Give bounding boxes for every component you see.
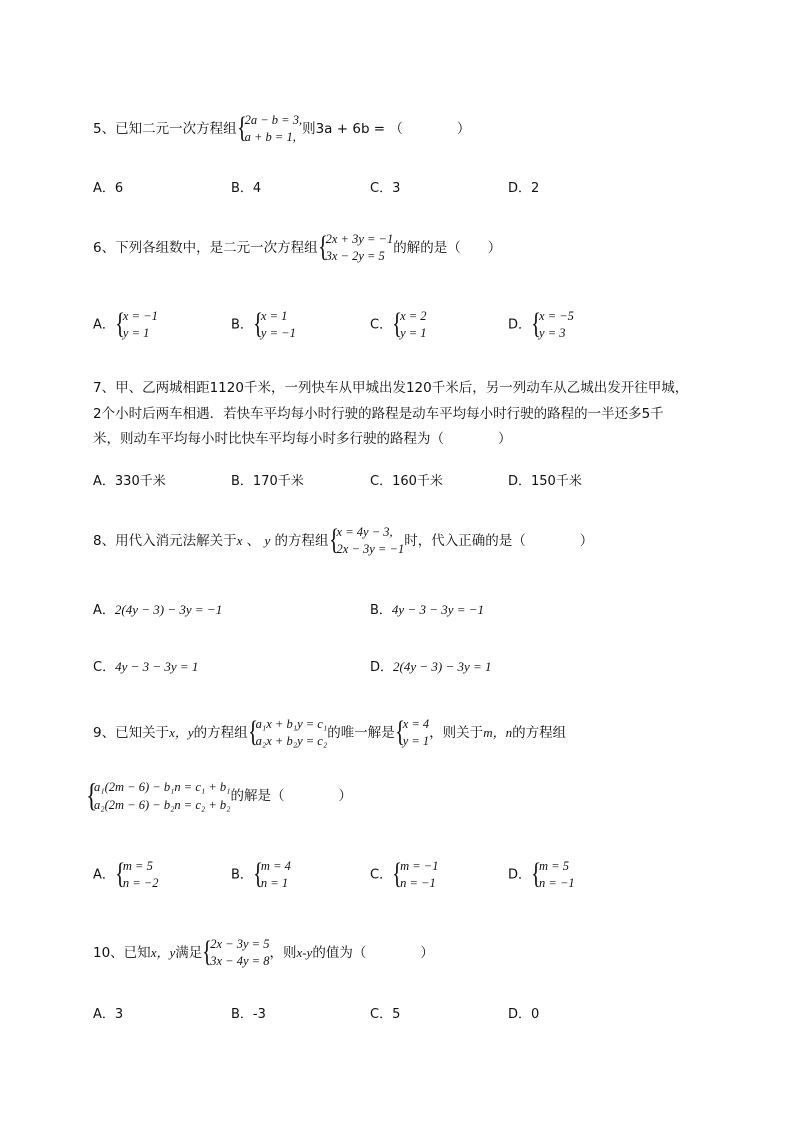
q5-option-d[interactable] — [508, 180, 539, 198]
question-10-stem — [93, 936, 434, 970]
question-9-stem — [93, 716, 566, 750]
q6-option-c[interactable] — [370, 308, 427, 342]
option-system — [115, 858, 159, 892]
q8-stem-mid: 的方程组 — [274, 533, 329, 549]
q8-stem-pre: 8、用代入消元法解关于 — [93, 533, 237, 549]
option-eq-2: y = 1 — [400, 326, 427, 340]
brace-icon: { — [392, 857, 403, 890]
question-6-stem — [93, 231, 501, 265]
question-5-stem — [93, 112, 470, 146]
q9-equation-system — [248, 716, 328, 750]
brace-icon: { — [114, 307, 125, 340]
q8-var-x: x — [236, 533, 243, 548]
option-eq-1: x = 2 — [400, 309, 427, 323]
option-system — [531, 308, 574, 342]
option-label: A． — [93, 317, 115, 333]
q9-eq-1: a₁x + b₁y = c₁ — [255, 717, 328, 731]
option-eq-1: x = −5 — [539, 309, 574, 323]
option-text: 2(4y − 3) − 3y = −1 — [114, 602, 223, 617]
option-eq-2: n = −1 — [539, 876, 575, 890]
option-eq-1: m = 5 — [122, 859, 153, 873]
option-label: B． — [231, 181, 253, 196]
option-system — [115, 308, 158, 342]
brace-icon: { — [317, 230, 328, 263]
brace-icon: { — [531, 307, 542, 340]
option-system — [392, 308, 426, 342]
q10-expr: x-y — [296, 945, 313, 960]
q9-stem-pre: 9、已知关于 — [93, 725, 170, 741]
q8-option-d[interactable] — [370, 658, 492, 677]
q5-option-c[interactable] — [370, 180, 400, 198]
q9-eq-2: a₂x + b₂y = c₂ — [255, 734, 328, 748]
q6-option-d[interactable] — [508, 308, 574, 342]
option-text: 170千米 — [252, 474, 304, 489]
q5-equation-system — [237, 112, 303, 146]
q9-option-a[interactable] — [93, 858, 159, 892]
q10-vars: x，y — [150, 945, 176, 960]
option-system — [392, 858, 438, 892]
q5-eq-2: a + b = 1, — [244, 130, 296, 144]
option-eq-2: y = 3 — [539, 326, 566, 340]
option-eq-2: y = 1 — [122, 326, 150, 340]
brace-icon: { — [202, 935, 213, 968]
option-eq-2: n = −2 — [122, 876, 159, 890]
q6-option-b[interactable] — [231, 308, 296, 342]
q10-eq-2: 3x − 4y = 8 — [210, 954, 270, 968]
brace-icon: { — [328, 523, 339, 556]
q9-sol-2: y = 1 — [402, 734, 430, 748]
option-text: 3 — [392, 181, 401, 196]
option-eq-1: x = −1 — [122, 309, 158, 323]
option-label: A． — [93, 603, 115, 618]
option-label: C． — [370, 317, 393, 333]
brace-icon: { — [236, 111, 247, 144]
option-text: 2(4y − 3) − 3y = 1 — [393, 659, 492, 674]
option-label: C． — [370, 1007, 393, 1022]
q8-sep: 、 — [246, 533, 261, 549]
option-eq-1: m = −1 — [400, 859, 439, 873]
q10-eq-1: 2x − 3y = 5 — [210, 937, 270, 951]
option-system — [531, 858, 575, 892]
q6-stem-pre: 6、下列各组数中，是二元一次方程组 — [93, 240, 318, 256]
q9-vars: x，y — [169, 725, 194, 740]
option-text: 6 — [114, 181, 124, 196]
q6-option-a[interactable] — [93, 308, 158, 342]
option-text: 4y − 3 − 3y = 1 — [115, 659, 199, 674]
option-label: D． — [508, 181, 532, 196]
q9-sol-1: x = 4 — [402, 717, 430, 731]
q9-second-system-line — [86, 778, 352, 814]
q9-stem-mid: 的方程组 — [193, 725, 248, 741]
option-text: 150千米 — [531, 474, 582, 489]
q7-option-b[interactable] — [231, 473, 304, 491]
option-system — [253, 308, 296, 342]
option-eq-2: n = −1 — [400, 876, 436, 890]
option-eq-1: m = 5 — [539, 859, 569, 873]
q7-option-a[interactable] — [93, 473, 166, 491]
q9-sys2-eq-2: a₂(2m − 6) − b₂n = c₂ + b₂ — [94, 798, 231, 812]
q10-stem-pre: 10、已知 — [93, 945, 151, 961]
q6-eq-2: 3x − 2y = 5 — [325, 249, 385, 263]
brace-icon: { — [531, 857, 542, 890]
q10-option-a[interactable] — [93, 1006, 123, 1024]
option-text: 330千米 — [114, 474, 166, 489]
q9-stem-mid2: 的唯一解是 — [327, 725, 395, 741]
brace-icon: { — [86, 778, 98, 814]
q10-option-c[interactable] — [370, 1006, 400, 1024]
option-label: C． — [370, 867, 393, 883]
q8-stem-post: 时，代入正确的是（ ） — [404, 533, 594, 549]
q7-line-3: 米，则动车平均每小时比快车平均每小时多行驶的路程为（ ） — [93, 431, 512, 447]
q9-stem-post2: 的解是（ ） — [230, 788, 353, 804]
q8-eq-2: 2x − 3y = −1 — [336, 542, 405, 556]
q9-option-b[interactable] — [231, 858, 291, 892]
q5-option-b[interactable] — [231, 180, 261, 198]
q8-option-a[interactable] — [93, 601, 222, 620]
q8-option-b[interactable] — [370, 601, 484, 620]
q9-sys2-eq-1: a₁(2m − 6) − b₁n = c₁ + b₁ — [94, 780, 231, 794]
q9-option-c[interactable] — [370, 858, 438, 892]
q7-option-d[interactable] — [508, 473, 582, 491]
option-label: B． — [370, 603, 392, 618]
option-eq-2: n = 1 — [260, 876, 289, 890]
q8-var-y: y — [264, 533, 271, 548]
option-label: D． — [508, 1007, 532, 1022]
q7-line-2: 2个小时后两车相遇．若快车平均每小时行驶的路程是动车平均每小时行驶的路程的一半还多5千 — [93, 406, 664, 422]
q10-option-b[interactable] — [231, 1006, 266, 1024]
q9-vars2: m，n — [483, 725, 513, 740]
option-label: D． — [370, 660, 394, 675]
q6-eq-1: 2x + 3y = −1 — [325, 232, 394, 246]
option-label: D． — [508, 317, 532, 333]
q10-equation-system — [202, 936, 269, 970]
q10-stem-mid2: ，则 — [269, 945, 297, 961]
brace-icon: { — [394, 715, 405, 748]
option-text: 5 — [392, 1007, 401, 1022]
option-label: D． — [508, 474, 532, 489]
q5-eq-1: 2a − b = 3, — [244, 113, 303, 127]
option-eq-2: y = −1 — [260, 326, 296, 340]
brace-icon: { — [252, 307, 264, 340]
brace-icon: { — [392, 307, 403, 340]
option-label: D． — [508, 867, 532, 883]
brace-icon: { — [252, 857, 264, 890]
option-eq-1: m = 4 — [260, 859, 291, 873]
option-label: A． — [93, 474, 115, 489]
option-text: 4y − 3 − 3y = −1 — [391, 602, 485, 617]
option-label: C． — [93, 660, 116, 675]
q8-eq-1: x = 4y − 3, — [336, 525, 393, 539]
option-label: A． — [93, 867, 115, 883]
option-label: A． — [93, 181, 115, 196]
option-system — [253, 858, 291, 892]
option-label: A． — [93, 1007, 115, 1022]
q10-stem-post: 的值为（ ） — [312, 945, 434, 961]
option-text: -3 — [252, 1007, 266, 1022]
option-label: B． — [231, 867, 253, 883]
option-text: 4 — [252, 181, 262, 196]
q5-stem-post: 则3a + 6b = （ ） — [302, 121, 471, 137]
q9-equation-system-2 — [86, 778, 231, 814]
q6-equation-system — [318, 231, 394, 265]
q6-stem-post: 的解的是（ ） — [393, 240, 502, 256]
option-eq-1: x = 1 — [260, 309, 288, 323]
option-label: C． — [370, 181, 393, 196]
q9-stem-post: 的方程组 — [512, 725, 567, 741]
q7-option-c[interactable] — [370, 473, 443, 491]
option-text: 160千米 — [392, 474, 443, 489]
q5-stem-pre: 5、已知二元一次方程组 — [93, 121, 237, 137]
option-text: 3 — [114, 1007, 124, 1022]
q7-line-1: 7、甲、乙两城相距1120千米，一列快车从甲城出发120千米后，另一列动车从乙城出发开往甲城， — [93, 380, 689, 396]
q10-option-d[interactable] — [508, 1006, 539, 1024]
q9-option-d[interactable] — [508, 858, 575, 892]
question-8-stem — [93, 524, 593, 558]
option-label: B． — [231, 1007, 253, 1022]
option-label: C． — [370, 474, 393, 489]
option-text: 0 — [531, 1007, 540, 1022]
brace-icon: { — [114, 857, 125, 890]
q8-equation-system — [329, 524, 405, 558]
brace-icon: { — [247, 715, 258, 748]
option-label: B． — [231, 474, 253, 489]
q5-option-a[interactable] — [93, 180, 123, 198]
option-label: B． — [231, 317, 253, 333]
q10-stem-mid: 满足 — [175, 945, 203, 961]
q9-solution — [395, 716, 429, 750]
q8-option-c[interactable] — [93, 658, 198, 677]
option-text: 2 — [531, 181, 540, 196]
q9-stem-mid3: ，则关于 — [429, 725, 484, 741]
